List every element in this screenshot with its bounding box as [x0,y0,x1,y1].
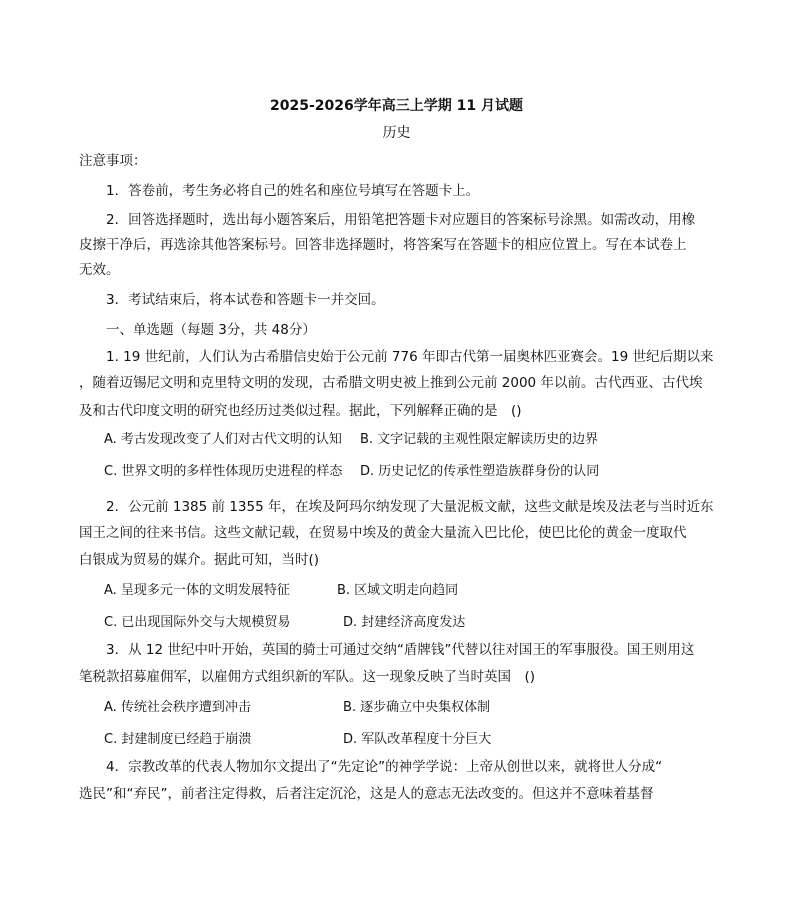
section-heading: 一、单选题（每题 3分，共 48分） [106,322,316,338]
question-1-line-2: ，随着迈锡尼文明和克里特文明的发现，古希腊文明史被上推到公元前 2000 年以前。古代西亚、古代埃 [79,375,703,391]
notice-heading: 注意事项： [79,153,147,169]
notice-item-2-line-3: 无效。 [79,262,120,278]
notice-item-1: 1．答卷前，考生务必将自己的姓名和座位号填写在答题卡上。 [106,183,480,199]
question-2-line-1: 2．公元前 1385 前 1355 年，在埃及阿玛尔纳发现了大量泥板文献，这些文献是埃及法老与当时近东 [106,499,714,515]
question-2-line-2: 国王之间的往来书信。这些文献记载，在贸易中埃及的黄金大量流入巴比伦，使巴比伦的黄金一度取代 [79,525,687,541]
question-3-option-a: A. 传统社会秩序遭到冲击 [104,700,251,715]
question-4-line-1: 4．宗教改革的代表人物加尔文提出了“先定论”的神学学说：上帝从创世以来，就将世人分成“ [106,759,663,775]
question-1-line-1: 1. 19 世纪前，人们认为古希腊信史始于公元前 776 年即古代第一届奥林匹亚赛会。19 世纪后期以来 [106,349,714,365]
question-3-line-1: 3．从 12 世纪中叶开始，英国的骑士可通过交纳“盾牌钱”代替以往对国王的军事服役。国王则用这 [106,642,695,658]
question-1-option-d: D. 历史记忆的传承性塑造族群身份的认同 [360,464,600,479]
question-3-option-b: B. 逐步确立中央集权体制 [343,700,491,715]
question-3-option-d: D. 军队改革程度十分巨大 [343,732,492,747]
question-2-option-b: B. 区域文明走向趋同 [337,583,459,598]
question-1-option-a: A. 考古发现改变了人们对古代文明的认知 [104,432,342,447]
question-2-option-c: C. 已出现国际外交与大规模贸易 [104,615,291,630]
question-1-option-c: C. 世界文明的多样性体现历史进程的样态 [104,464,343,479]
question-3-line-2: 笔税款招募雇佣军，以雇佣方式组织新的军队。这一现象反映了当时英国 () [79,669,536,685]
question-1-option-b: B. 文字记载的主观性限定解读历史的边界 [360,432,599,447]
notice-item-2-line-2: 皮擦干净后，再选涂其他答案标号。回答非选择题时，将答案写在答题卡的相应位置上。写在本试卷上 [79,237,687,253]
notice-item-2-line-1: 2．回答选择题时，选出每小题答案后，用铅笔把答题卡对应题目的答案标号涂黑。如需改动，用橡 [106,212,696,228]
question-4-line-2: 选民”和“弃民”，前者注定得救，后者注定沉沦，这是人的意志无法改变的。但这并不意味着基督 [79,786,654,802]
exam-title: 2025-2026学年高三上学期 11 月试题 [270,98,523,114]
question-2-line-3: 白银成为贸易的媒介。据此可知，当时() [79,552,320,568]
notice-item-3: 3．考试结束后，将本试卷和答题卡一并交回。 [106,292,385,308]
question-2-option-d: D. 封建经济高度发达 [343,615,466,630]
question-3-option-c: C. 封建制度已经趋于崩溃 [104,732,252,747]
question-2-option-a: A. 呈现多元一体的文明发展特征 [104,583,290,598]
exam-subject: 历史 [382,125,411,141]
question-1-line-3: 及和古代印度文明的研究也经历过类似过程。据此，下列解释正确的是 () [79,403,522,419]
